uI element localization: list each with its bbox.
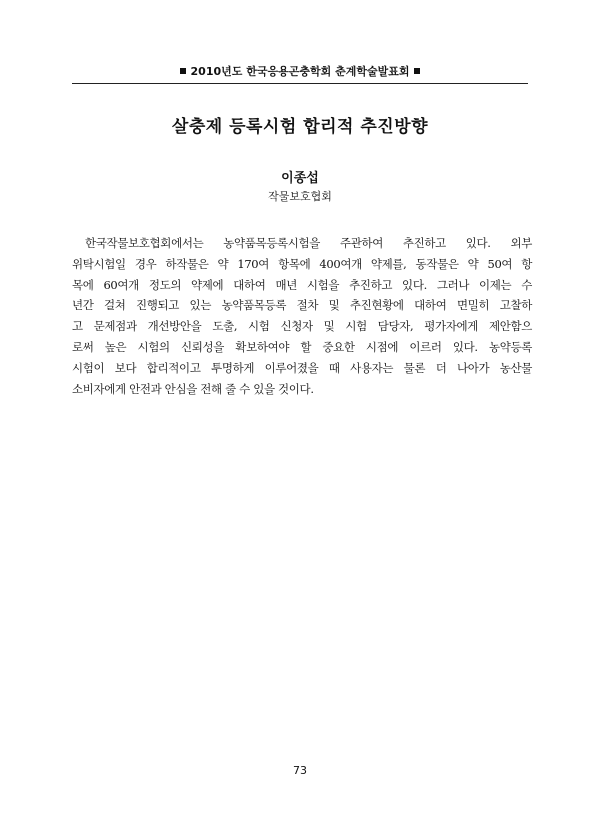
running-header: [72, 62, 528, 82]
author-affiliation: 작물보호협회: [268, 190, 332, 203]
abstract-line: 로써 높은 시험의 신뢰성을 확보하여야 할 중요한 시점에 이르러 있다. 농약등록: [72, 339, 532, 354]
author-name: 이종섭: [281, 171, 319, 186]
abstract-line: 소비자에게 안전과 안심을 전해 줄 수 있을 것이다.: [72, 381, 314, 396]
abstract-line: 위탁시험일 경우 하작물은 약 170여 항목에 400여개 약제를, 동작물은 약 50여 항: [72, 256, 532, 271]
square-bullet-icon: [180, 68, 186, 74]
conference-name: 2010년도 한국응용곤충학회 춘계학술발표회: [190, 65, 410, 78]
paper-title: 살충제 등록시험 합리적 추진방향: [171, 117, 429, 137]
abstract-line: 년간 걸쳐 진행되고 있는 농약품목등록 절차 및 추진현황에 대하여 면밀히 고찰하: [72, 298, 532, 313]
abstract-body: [72, 233, 532, 399]
abstract-line: 시험이 보다 합리적이고 투명하게 이루어졌을 때 사용자는 물론 더 나아가 농산물: [72, 360, 532, 375]
header-rule: [72, 83, 528, 84]
abstract-line: 목에 60여개 정도의 약제에 대하여 매년 시험을 추진하고 있다. 그러나 이제는 수: [72, 277, 532, 292]
page-number: 73: [293, 764, 307, 777]
square-bullet-icon: [414, 68, 420, 74]
abstract-line: 고 문제점과 개선방안을 도출, 시험 신청자 및 시험 담당자, 평가자에게 제안함으: [72, 319, 532, 334]
abstract-line: 한국작물보호협회에서는 농약품목등록시험을 주관하여 추진하고 있다. 외부: [85, 236, 532, 250]
